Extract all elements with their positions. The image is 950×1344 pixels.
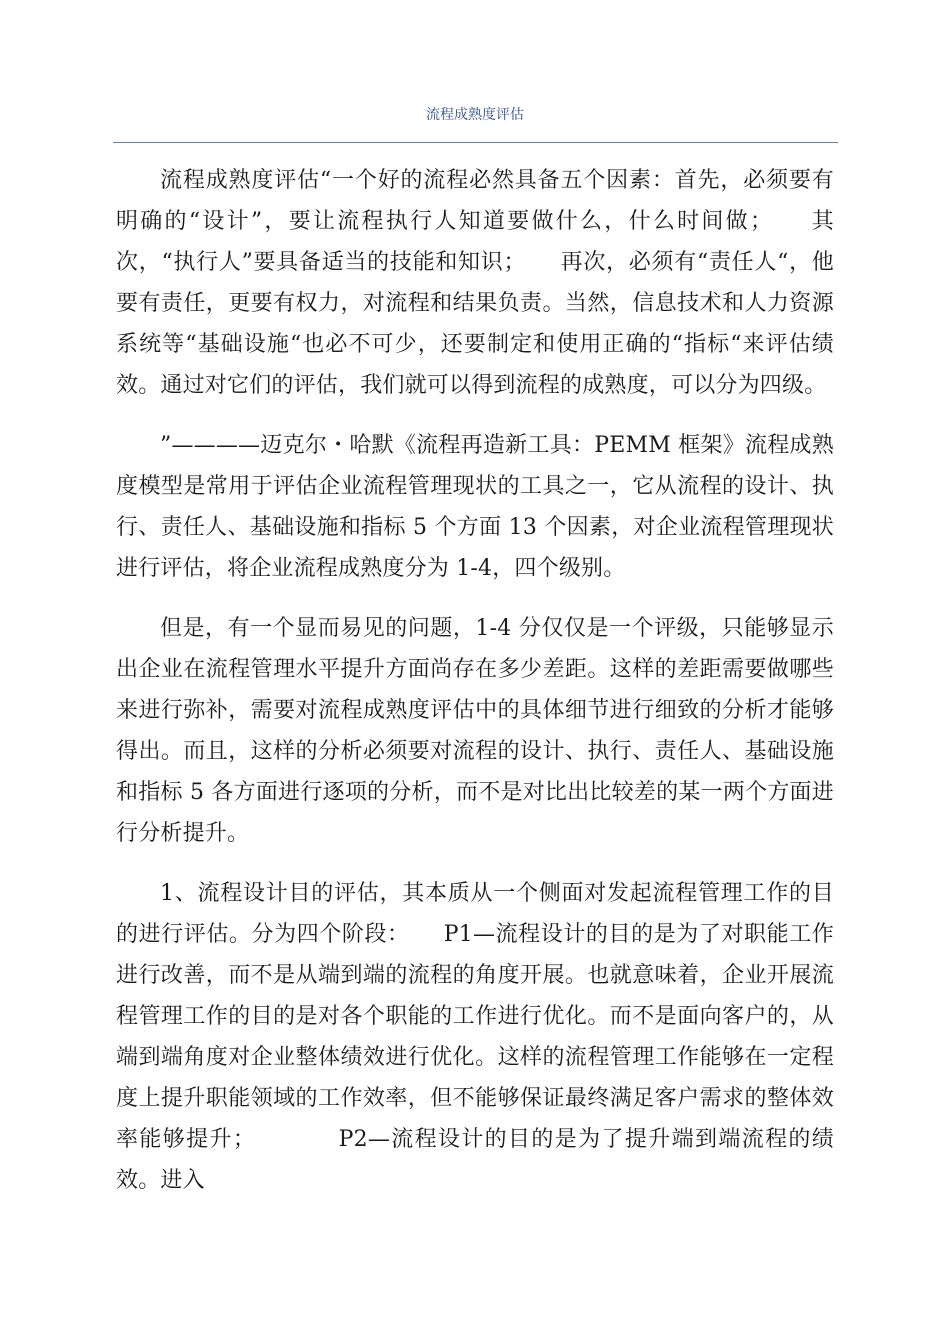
paragraph-gap-analysis: 但是，有一个显而易见的问题，1-4 分仅仅是一个评级，只能够显示出企业在流程管理水平提升方面尚存在多少差距。这样的差距需要做哪些来进行弥补，需要对流程成熟度评估中的具体细节进行细致的分析才能够得出。而且，这样的分析必须要对流程的设计、执行、责任人、基础设施和指标 5 各方面进行逐项的分析，而不是对比出比较差的某一两个方面进行分析提升。: [116, 616, 834, 846]
document-body: [116, 160, 834, 1220]
paragraph-pemm: ”————迈克尔・哈默《流程再造新工具：PEMM 框架》流程成熟度模型是常用于评估企业流程管理现状的工具之一，它从流程的设计、执行、责任人、基础设施和指标 5 个方面 13 个因素，对企业流程管理现状进行评估，将企业流程成熟度分为 1-4，四个级别。: [116, 433, 834, 581]
paragraph-intro: 流程成熟度评估“一个好的流程必然具备五个因素：首先，必须要有明确的“设计”，要让流程执行人知道要做什么，什么时间做； 其次，“执行人”要具备适当的技能和知识； 再次，必须有“责任人“，他要有责任，更要有权力，对流程和结果负责。当然，信息技术和人力资源系统等“基础设施“也必不可少，还要制定和使用正确的“指标“来评估绩效。通过对它们的评估，我们就可以得到流程的成熟度，可以分为四级。: [116, 168, 834, 398]
page-header-title: 流程成熟度评估: [426, 107, 524, 123]
paragraph-design-purpose: 1、流程设计目的评估，其本质从一个侧面对发起流程管理工作的目的进行评估。分为四个阶段： P1—流程设计的目的是为了对职能工作进行改善，而不是从端到端的流程的角度开展。也就意味着，企业开展流程管理工作的目的是对各个职能的工作进行优化。而不是面向客户的，从端到端角度对企业整体绩效进行优化。这样的流程管理工作能够在一定程度上提升职能领域的工作效率，但不能够保证最终满足客户需求的整体效率能够提升； P2—流程设计的目的是为了提升端到端流程的绩效。进入: [116, 881, 834, 1193]
header-divider: [113, 142, 838, 143]
